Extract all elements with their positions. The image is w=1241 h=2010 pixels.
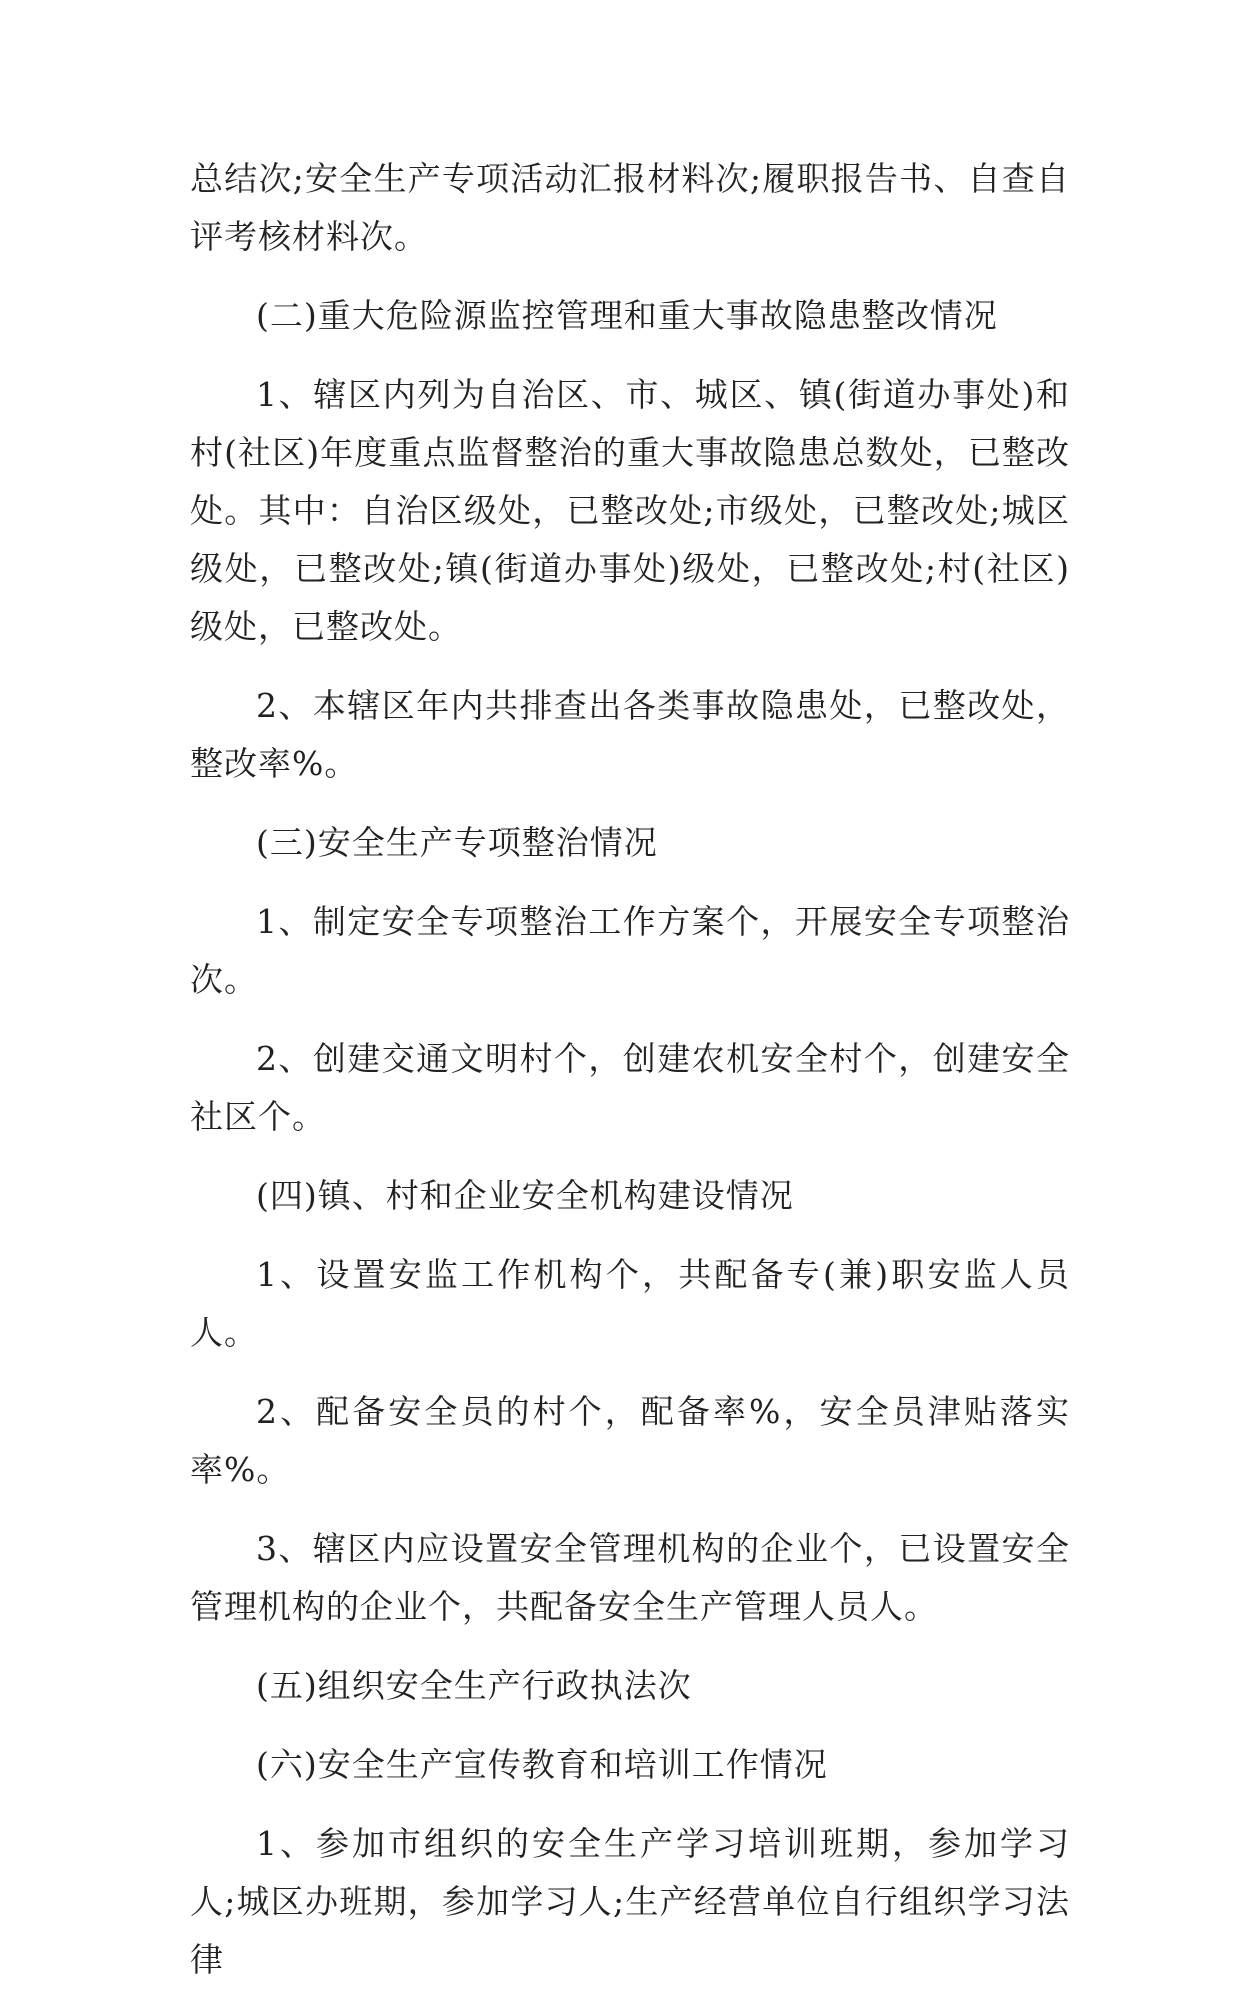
paragraph-safety-agencies: 1、设置安监工作机构个，共配备专(兼)职安监人员人。 <box>190 1255 1070 1352</box>
heading-safety-institutions-section: (四)镇、村和企业安全机构建设情况 <box>256 1176 794 1215</box>
paragraph-summary-materials: 总结次;安全生产专项活动汇报材料次;履职报告书、自查自评考核材料次。 <box>190 159 1070 256</box>
paragraph-enterprise-safety-management: 3、辖区内应设置安全管理机构的企业个，已设置安全管理机构的企业个，共配备安全生产管理人员人。 <box>190 1529 1070 1626</box>
heading-education-training-section: (六)安全生产宣传教育和培训工作情况 <box>256 1745 828 1784</box>
heading-special-rectification-section: (三)安全生产专项整治情况 <box>256 823 658 862</box>
document-body <box>190 150 1070 2010</box>
paragraph-hazard-totals: 1、辖区内列为自治区、市、城区、镇(街道办事处)和村(社区)年度重点监督整治的重大事故隐患总数处，已整改处。其中：自治区级处，已整改处;市级处，已整改处;城区级处，已整改处;镇(街道办事处)级处，已整改处;村(社区)级处，已整改处。 <box>190 375 1070 646</box>
paragraph-safety-officers: 2、配备安全员的村个，配备率%，安全员津贴落实率%。 <box>190 1392 1070 1489</box>
paragraph-rectification-plans: 1、制定安全专项整治工作方案个，开展安全专项整治次。 <box>190 902 1070 999</box>
paragraph-training-participation: 1、参加市组织的安全生产学习培训班期，参加学习人;城区办班期，参加学习人;生产经营单位自行组织学习法律 <box>190 1824 1070 1979</box>
heading-major-hazard-section: (二)重大危险源监控管理和重大事故隐患整改情况 <box>256 296 998 335</box>
paragraph-safe-village-creation: 2、创建交通文明村个，创建农机安全村个，创建安全社区个。 <box>190 1039 1070 1136</box>
paragraph-hazard-rectification-rate: 2、本辖区年内共排查出各类事故隐患处，已整改处，整改率%。 <box>190 686 1070 783</box>
heading-law-enforcement-section: (五)组织安全生产行政执法次 <box>256 1666 692 1705</box>
